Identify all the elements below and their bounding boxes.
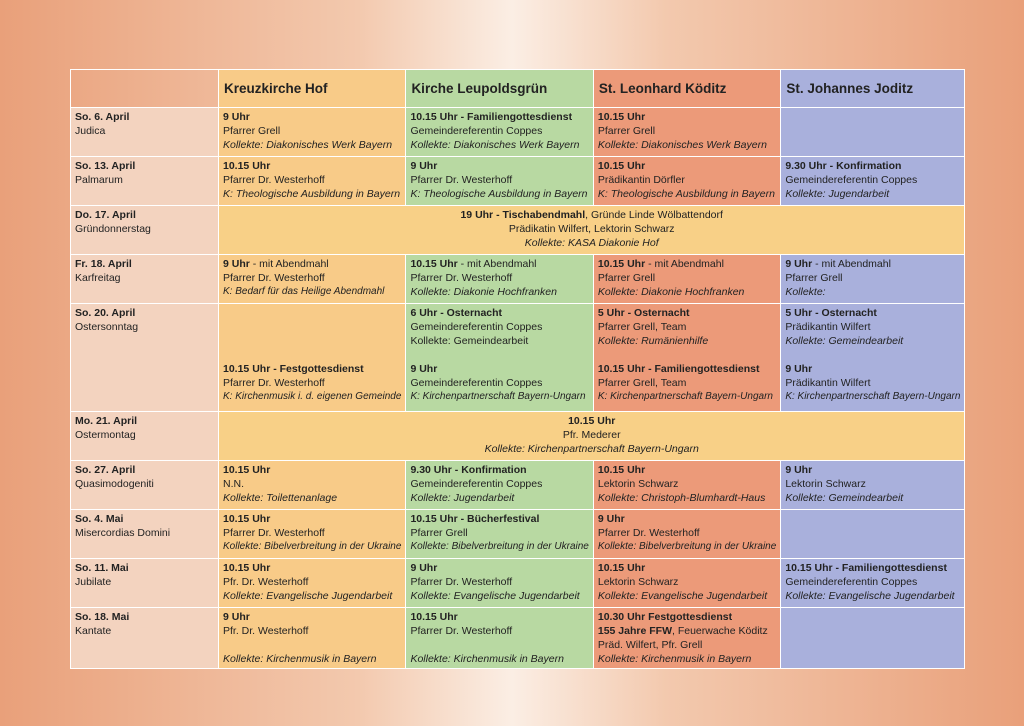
service-kollekte: K: Theologische Ausbildung in Bayern: [223, 188, 401, 200]
service-cell: [406, 608, 593, 669]
service-kollekte: Kollekte: Evangelische Jugendarbeit: [597, 590, 768, 602]
service-cell: [593, 510, 780, 559]
service-kollekte: Kollekte: Diakonie Hochfranken: [597, 286, 745, 298]
service-cell: [593, 255, 780, 304]
service-kollekte: Kollekte: Gemeindearbeit: [410, 335, 529, 347]
service-pastor: Pfarrer Grell: [410, 527, 468, 539]
sunday-name: Gründonnerstag: [75, 223, 151, 235]
joint-service-cell: [219, 206, 965, 255]
service-cell-empty: [781, 608, 965, 669]
service-kollekte: K: Kirchenpartnerschaft Bayern-Ungarn: [785, 391, 961, 402]
service-pastor: Prädikantin Dörfler: [597, 174, 685, 186]
service-pastor: Pfarrer Dr. Westerhoff: [223, 174, 325, 186]
service-pastor: Prädikantin Wilfert: [785, 377, 871, 389]
service-time: 10.15 Uhr: [410, 611, 458, 623]
schedule-row: [71, 461, 965, 510]
schedule-row: [71, 304, 965, 412]
service-cell: [781, 559, 965, 608]
header-st-leonhard-koeditz: St. Leonhard Köditz: [593, 70, 780, 108]
service-cell: [219, 608, 406, 669]
service-time: 10.15 Uhr - Festgottesdienst: [223, 363, 364, 375]
service-kollekte: Kollekte: Gemeindearbeit: [785, 335, 904, 347]
service-kollekte: Kollekte: Kirchenmusik in Bayern: [410, 653, 564, 665]
schedule-row: [71, 608, 965, 669]
service-date: So. 18. Mai: [75, 611, 130, 623]
sunday-name: Kantate: [75, 625, 112, 637]
service-pastor: Pfarrer Grell: [785, 272, 843, 284]
service-pastor: Lektorin Schwarz: [785, 478, 866, 490]
service-time: 10.30 Uhr Festgottesdienst: [597, 611, 733, 623]
service-cell: [781, 255, 965, 304]
service-cell: [219, 559, 406, 608]
service-location: , Gründe Linde Wölbattendorf: [585, 209, 723, 221]
sunday-name: Ostermontag: [75, 429, 136, 441]
schedule-row: [71, 412, 965, 461]
service-kollekte: Kollekte: KASA Diakonie Hof: [524, 237, 659, 249]
service-pastor: Gemeindereferentin Coppes: [785, 174, 918, 186]
service-time: 10.15 Uhr: [597, 111, 646, 123]
service-kollekte: Kollekte: Diakonisches Werk Bayern: [410, 139, 580, 151]
schedule-row: [71, 206, 965, 255]
service-date: Fr. 18. April: [75, 258, 132, 270]
service-pastor: Gemeindereferentin Coppes: [410, 321, 543, 333]
service-cell: [593, 108, 780, 157]
service-cell: [406, 559, 593, 608]
service-cell: [219, 255, 406, 304]
service-cell: [406, 510, 593, 559]
service-kollekte: Kollekte: Rumänienhilfe: [597, 335, 709, 347]
sunday-name: Misercordias Domini: [75, 527, 171, 539]
service-cell: [219, 461, 406, 510]
service-cell: [406, 304, 593, 412]
service-cell: [406, 108, 593, 157]
service-kollekte: Kollekte: Kirchenmusik in Bayern: [223, 653, 377, 665]
date-cell: [71, 510, 219, 559]
service-note: - mit Abendmahl: [645, 258, 724, 270]
service-pastor: Gemeindereferentin Coppes: [785, 576, 918, 588]
service-pastor: Pfarrer Grell: [223, 125, 281, 137]
service-pastor: Pfarrer Dr. Westerhoff: [223, 527, 325, 539]
service-date: Do. 17. April: [75, 209, 136, 221]
service-cell-empty: [781, 108, 965, 157]
service-kollekte: Kollekte: Gemeindearbeit: [785, 492, 904, 504]
schedule-row: [71, 510, 965, 559]
service-pastor: Pfarrer Dr. Westerhoff: [223, 377, 325, 389]
schedule-row: [71, 255, 965, 304]
service-time: 10.15 Uhr - Bücherfestival: [410, 513, 540, 525]
date-cell: [71, 608, 219, 669]
service-pastor: Präd. Wilfert, Pfr. Grell: [597, 639, 703, 651]
service-time: 9 Uhr: [785, 464, 813, 476]
service-time: 10.15 Uhr: [597, 562, 646, 574]
service-pastor: Gemeindereferentin Coppes: [410, 478, 543, 490]
service-kollekte: Kollekte: Toilettenanlage: [223, 492, 338, 504]
service-cell: [219, 304, 406, 412]
service-time: 5 Uhr - Osternacht: [597, 307, 690, 319]
service-pastor: Pfarrer Dr. Westerhoff: [597, 527, 700, 539]
service-kollekte: Kollekte: Evangelische Jugendarbeit: [785, 590, 955, 602]
service-kollekte: K: Bedarf für das Heilige Abendmahl: [223, 286, 385, 297]
service-pastor: N.N.: [223, 478, 244, 490]
service-kollekte: Kollekte: Evangelische Jugendarbeit: [223, 590, 393, 602]
date-cell: [71, 255, 219, 304]
service-time: 10.15 Uhr - Familiengottesdienst: [410, 111, 573, 123]
header-corner: [71, 70, 219, 108]
service-kollekte: K: Theologische Ausbildung in Bayern: [410, 188, 588, 200]
service-cell: [593, 559, 780, 608]
service-date: So. 20. April: [75, 307, 136, 319]
service-kollekte: K: Kirchenpartnerschaft Bayern-Ungarn: [597, 391, 773, 402]
service-pastor: Pfarrer Grell, Team: [597, 321, 687, 333]
service-time: 9 Uhr: [785, 258, 813, 270]
service-time: 9 Uhr: [785, 363, 813, 375]
service-time: 10.15 Uhr: [223, 160, 271, 172]
service-time: 10.15 Uhr: [597, 258, 646, 270]
service-location: , Feuerwache Köditz: [672, 625, 768, 637]
service-time: 9 Uhr: [223, 111, 250, 123]
service-time: 10.15 Uhr: [223, 464, 271, 476]
service-cell: [406, 157, 593, 206]
service-time: 10.15 Uhr: [223, 513, 271, 525]
service-time: 10.15 Uhr - Familiengottesdienst: [597, 363, 760, 375]
service-pastor: Pfarrer Dr. Westerhoff: [410, 174, 513, 186]
service-pastor: Gemeindereferentin Coppes: [410, 125, 543, 137]
service-date: So. 27. April: [75, 464, 136, 476]
service-kollekte: Kollekte: Kirchenmusik in Bayern: [597, 653, 752, 665]
service-pastor: Pfarrer Dr. Westerhoff: [410, 272, 513, 284]
service-kollekte: Kollekte: Bibelverbreitung in der Ukraine: [597, 541, 777, 552]
date-cell: [71, 304, 219, 412]
service-date: So. 11. Mai: [75, 562, 129, 574]
sunday-name: Palmarum: [75, 174, 123, 186]
service-cell: [406, 255, 593, 304]
service-pastor: Gemeindereferentin Coppes: [410, 377, 543, 389]
sunday-name: Judica: [75, 125, 106, 137]
service-pastor: Pfarrer Dr. Westerhoff: [410, 625, 513, 637]
sunday-name: Jubilate: [75, 576, 112, 588]
service-time: 6 Uhr - Osternacht: [410, 307, 503, 319]
service-pastor: Prädikatin Wilfert, Lektorin Schwarz: [508, 223, 675, 235]
service-cell: [781, 157, 965, 206]
service-time: 9 Uhr: [410, 160, 438, 172]
service-pastor: Pfr. Mederer: [562, 429, 621, 441]
service-time: 9 Uhr: [410, 562, 438, 574]
service-cell: [219, 108, 406, 157]
service-kollekte: Kollekte: Christoph-Blumhardt-Haus: [597, 492, 766, 504]
service-cell: [593, 461, 780, 510]
service-pastor: Pfarrer Grell: [597, 125, 656, 137]
schedule-row: [71, 108, 965, 157]
header-row: [71, 70, 965, 108]
service-time: 10.15 Uhr: [410, 258, 458, 270]
service-date: Mo. 21. April: [75, 415, 138, 427]
date-cell: [71, 108, 219, 157]
service-kollekte: Kollekte: Evangelische Jugendarbeit: [410, 590, 580, 602]
service-kollekte: Kollekte: Diakonisches Werk Bayern: [223, 139, 393, 151]
service-kollekte: K: Kirchenpartnerschaft Bayern-Ungarn: [410, 391, 586, 402]
service-schedule-table: [70, 69, 965, 669]
service-pastor: Pfr. Dr. Westerhoff: [223, 625, 309, 637]
date-cell: [71, 461, 219, 510]
date-cell: [71, 157, 219, 206]
service-time: 9 Uhr: [597, 513, 625, 525]
header-kirche-leupoldsgruen: Kirche Leupoldsgrün: [406, 70, 593, 108]
service-cell: [593, 304, 780, 412]
service-date: So. 4. Mai: [75, 513, 124, 525]
header-st-johannes-joditz: St. Johannes Joditz: [781, 70, 965, 108]
sunday-name: Quasimodogeniti: [75, 478, 154, 490]
service-pastor: Lektorin Schwarz: [597, 478, 679, 490]
service-kollekte: Kollekte: Diakonisches Werk Bayern: [597, 139, 767, 151]
service-time: 10.15 Uhr: [568, 415, 616, 427]
service-kollekte: Kollekte: Bibelverbreitung in der Ukraine: [223, 541, 402, 552]
service-cell: [781, 461, 965, 510]
service-kollekte: Kollekte: Jugendarbeit: [410, 492, 515, 504]
service-note: - mit Abendmahl: [249, 258, 329, 270]
service-time: 5 Uhr - Osternacht: [785, 307, 877, 319]
service-note: - mit Abendmahl: [457, 258, 537, 270]
service-time: 10.15 Uhr: [223, 562, 271, 574]
date-cell: [71, 206, 219, 255]
service-time: 9 Uhr: [223, 258, 250, 270]
service-kollekte: Kollekte: Diakonie Hochfranken: [410, 286, 557, 298]
service-time: 10.15 Uhr: [597, 160, 646, 172]
header-kreuzkirche-hof: Kreuzkirche Hof: [219, 70, 406, 108]
service-date: So. 13. April: [75, 160, 136, 172]
schedule-row: [71, 559, 965, 608]
service-cell: [406, 461, 593, 510]
service-pastor: Lektorin Schwarz: [597, 576, 679, 588]
service-pastor: Pfarrer Dr. Westerhoff: [410, 576, 513, 588]
service-time: 9 Uhr: [410, 363, 438, 375]
service-kollekte: Kollekte: Jugendarbeit: [785, 188, 890, 200]
service-time: 10.15 Uhr - Familiengottesdienst: [785, 562, 947, 574]
service-kollekte: Kollekte:: [785, 286, 826, 298]
service-kollekte: Kollekte: Bibelverbreitung in der Ukraine: [410, 541, 589, 552]
service-cell: [219, 510, 406, 559]
service-pastor: Pfarrer Grell: [597, 272, 656, 284]
date-cell: [71, 412, 219, 461]
sunday-name: Ostersonntag: [75, 321, 139, 333]
joint-service-cell: [219, 412, 965, 461]
service-cell: [593, 157, 780, 206]
service-pastor: Prädikantin Wilfert: [785, 321, 871, 333]
service-pastor: Pfarrer Grell, Team: [597, 377, 687, 389]
service-time: 10.15 Uhr: [597, 464, 646, 476]
service-kollekte: K: Kirchenmusik i. d. eigenen Gemeinde: [223, 391, 402, 402]
service-time: 9.30 Uhr - Konfirmation: [410, 464, 527, 476]
service-kollekte: K: Theologische Ausbildung in Bayern: [597, 188, 775, 200]
service-cell: [781, 304, 965, 412]
service-time: 19 Uhr - Tischabendmahl: [460, 209, 586, 221]
sunday-name: Karfreitag: [75, 272, 121, 284]
service-time: 9 Uhr: [223, 611, 250, 623]
service-kollekte: Kollekte: Kirchenpartnerschaft Bayern-Ungarn: [484, 443, 699, 455]
service-occasion: 155 Jahre FFW: [597, 625, 672, 637]
service-note: - mit Abendmahl: [812, 258, 891, 270]
service-cell-empty: [781, 510, 965, 559]
service-date: So. 6. April: [75, 111, 130, 123]
service-cell: [219, 157, 406, 206]
service-time: 9.30 Uhr - Konfirmation: [785, 160, 902, 172]
service-pastor: Pfr. Dr. Westerhoff: [223, 576, 309, 588]
service-pastor: Pfarrer Dr. Westerhoff: [223, 272, 325, 284]
date-cell: [71, 559, 219, 608]
schedule-row: [71, 157, 965, 206]
service-cell: [593, 608, 780, 669]
